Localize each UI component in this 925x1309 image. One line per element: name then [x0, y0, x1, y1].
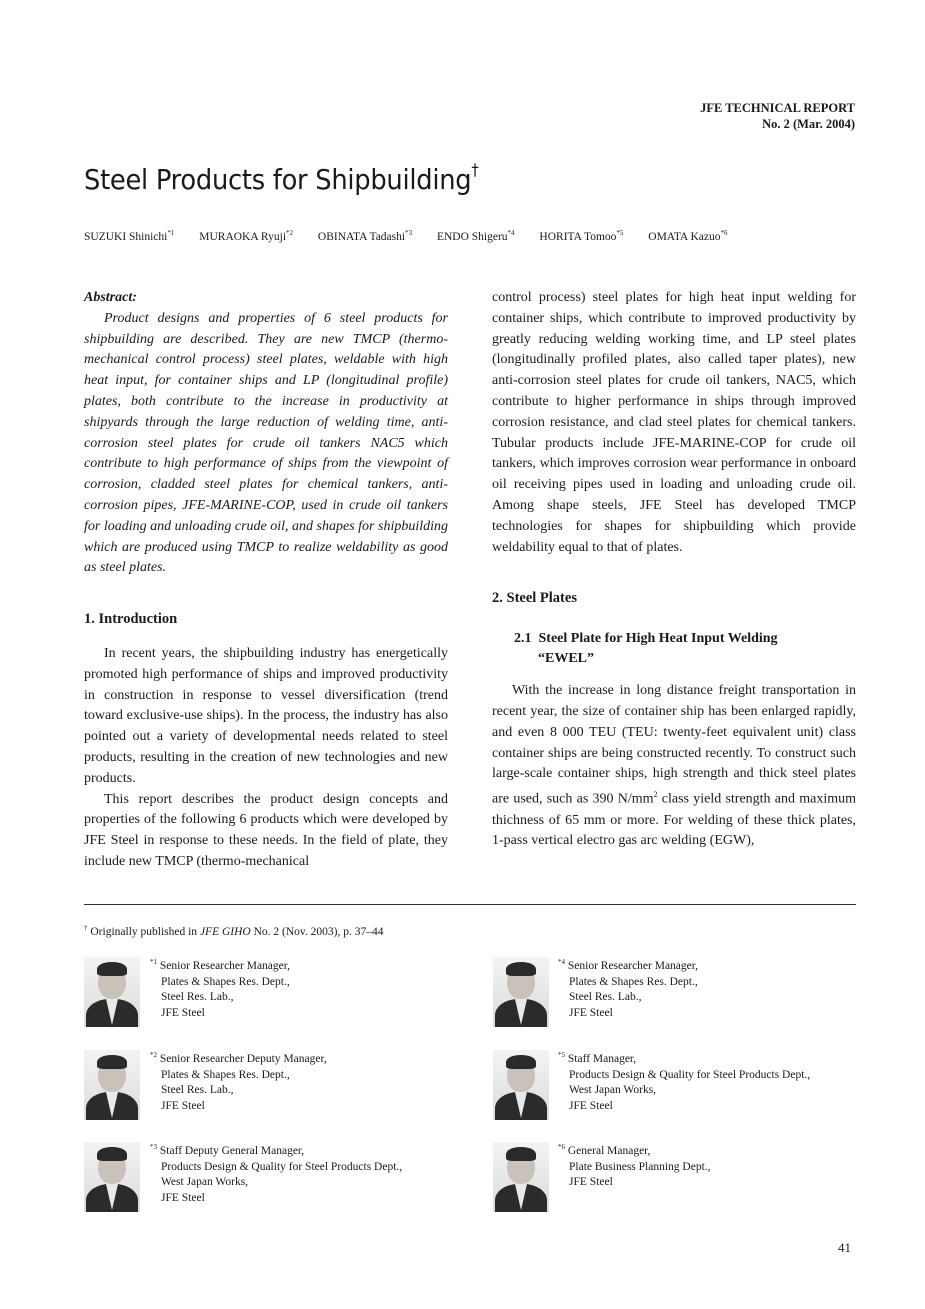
author-photo: [493, 1050, 549, 1120]
abstract-heading: Abstract:: [84, 290, 137, 305]
subsection-number: 2.1: [514, 631, 532, 647]
footnote: † Originally published in JFE GIHO No. 2 (Nov. 2003), p. 37–44: [84, 924, 384, 938]
section-heading-steel-plates: 2. Steel Plates: [492, 590, 577, 607]
author-bio: $^{*2}$ Senior Researcher Deputy Manager, Plates & Shapes Res. Dept., Steel Res. Lab., JFE Steel: [150, 1051, 327, 1113]
author-photo: [493, 957, 549, 1027]
ewel-paragraph: With the increase in long distance freight transportation in recent year, the size of container ship has been enlarged rapidly, and even 8 000 TEU (TEU: twenty-feet equivalent unit) class container ships are being constructed recently. To construct such large-scale container ships, high strength and thick steel plates are used, such as 390 $N/mm^2$ class yield strength and maximum thichness of 65 mm or more. For welding of these thick plates, 1-pass vertical electro gas arc welding (EGW),: [492, 683, 856, 849]
subsection-title-line1: Steel Plate for High Heat Input Welding: [538, 631, 778, 647]
author: ENDO Shigeru$^{*4}$: [436, 229, 515, 243]
author: OMATA Kazuo$^{*6}$: [648, 229, 728, 243]
author-photo: [84, 1142, 140, 1212]
author-list: [84, 229, 750, 243]
journal-name: JFE TECHNICAL REPORT: [700, 101, 855, 115]
subsection-title-line2: “EWEL”: [538, 651, 595, 667]
author: SUZUKI Shinichi$^{*1}$: [84, 229, 175, 243]
title-text: Steel Products for Shipbuilding: [84, 163, 472, 196]
author-photo: [493, 1142, 549, 1212]
author-bio: $^{*5}$ Staff Manager, Products Design & Quality for Steel Products Dept., West Japan Works, JFE Steel: [558, 1051, 811, 1113]
author-bio: $^{*4}$ Senior Researcher Manager, Plates & Shapes Res. Dept., Steel Res. Lab., JFE Steel: [558, 958, 699, 1020]
article-title: [84, 160, 478, 196]
page-number: 41: [838, 1240, 851, 1255]
intro-paragraph-2: This report describes the product design concepts and properties of the following 6 products which were developed by JFE Steel in response to these needs. In the field of plate, they include new TMCP (thermo-mechanical: [84, 791, 448, 869]
left-column: [84, 288, 448, 873]
title-dagger: †: [471, 160, 479, 179]
author-bio: $^{*6}$ General Manager, Plate Business Planning Dept., JFE Steel: [558, 1143, 711, 1189]
intro-paragraph-1: In recent years, the shipbuilding industry has energetically promoted high performance of ships and improved productivity in construction in response to vessel diversification (trend toward exclusive-use ships). In the process, the industry has also pointed out a variety of developmental needs related to steel products, resulting in the creation of new technologies and new products.: [84, 645, 448, 786]
journal-header: [700, 100, 855, 132]
author-bio: $^{*3}$ Staff Deputy General Manager, Products Design & Quality for Steel Products Dept., West Japan Works, JFE Steel: [150, 1143, 403, 1205]
section-heading-introduction: 1. Introduction: [84, 611, 178, 628]
right-column: [492, 288, 856, 852]
author: HORITA Tomoo$^{*5}$: [539, 229, 624, 243]
author-photo: [84, 957, 140, 1027]
author-bio: $^{*1}$ Senior Researcher Manager, Plates & Shapes Res. Dept., Steel Res. Lab., JFE Steel: [150, 958, 291, 1020]
author: OBINATA Tadashi$^{*3}$: [317, 229, 413, 243]
author: MURAOKA Ryuji$^{*2}$: [199, 229, 294, 243]
intro-paragraph-2-continued: control process) steel plates for high heat input welding for container ships, which contribute to improved productivity by greatly reducing welding working time, and LP steel plates (longitudinally profiled plates, also called taper plates), new anti-corrosion steel plates for crude oil tankers, NAC5, which contribute to higher performance in ships through improved corrosion resistance, and clad steel plates for chemical tankers. Tubular products include JFE-MARINE-COP for crude oil tankers, which improves corrosion wear performance in onboard oil receiving pipes used in loading and unloading crude oil. Among shape steels, JFE Steel has developed TMCP technologies for shapes for shipbuilding which provide weldability equal to that of plates.: [492, 290, 856, 555]
subsection-heading: [492, 629, 856, 669]
journal-issue: No. 2 (Mar. 2004): [762, 117, 855, 131]
author-photo: [84, 1050, 140, 1120]
footnote-divider: [84, 904, 856, 905]
abstract-text: Product designs and properties of 6 steel products for shipbuilding are described. They are new TMCP (thermo-mechanical control process) steel plates, weldable with high heat input, for container ships and LP (longitudinal profile) plates, both contribute to the increase in productivity at shipyards through the large reduction of welding time, anti-corrosion steel plates for crude oil tankers NAC5 which contribute to high performance of ships from the viewpoint of corrosion, cladded steel plates for chemical tankers, anti-corrosion pipes, JFE-MARINE-COP, used in crude oil tankers for loading and unloading crude oil, and shapes for shipbuilding which are produced using TMCP to realize weldability as good as steel plates.: [84, 310, 449, 576]
abstract: [84, 288, 448, 579]
